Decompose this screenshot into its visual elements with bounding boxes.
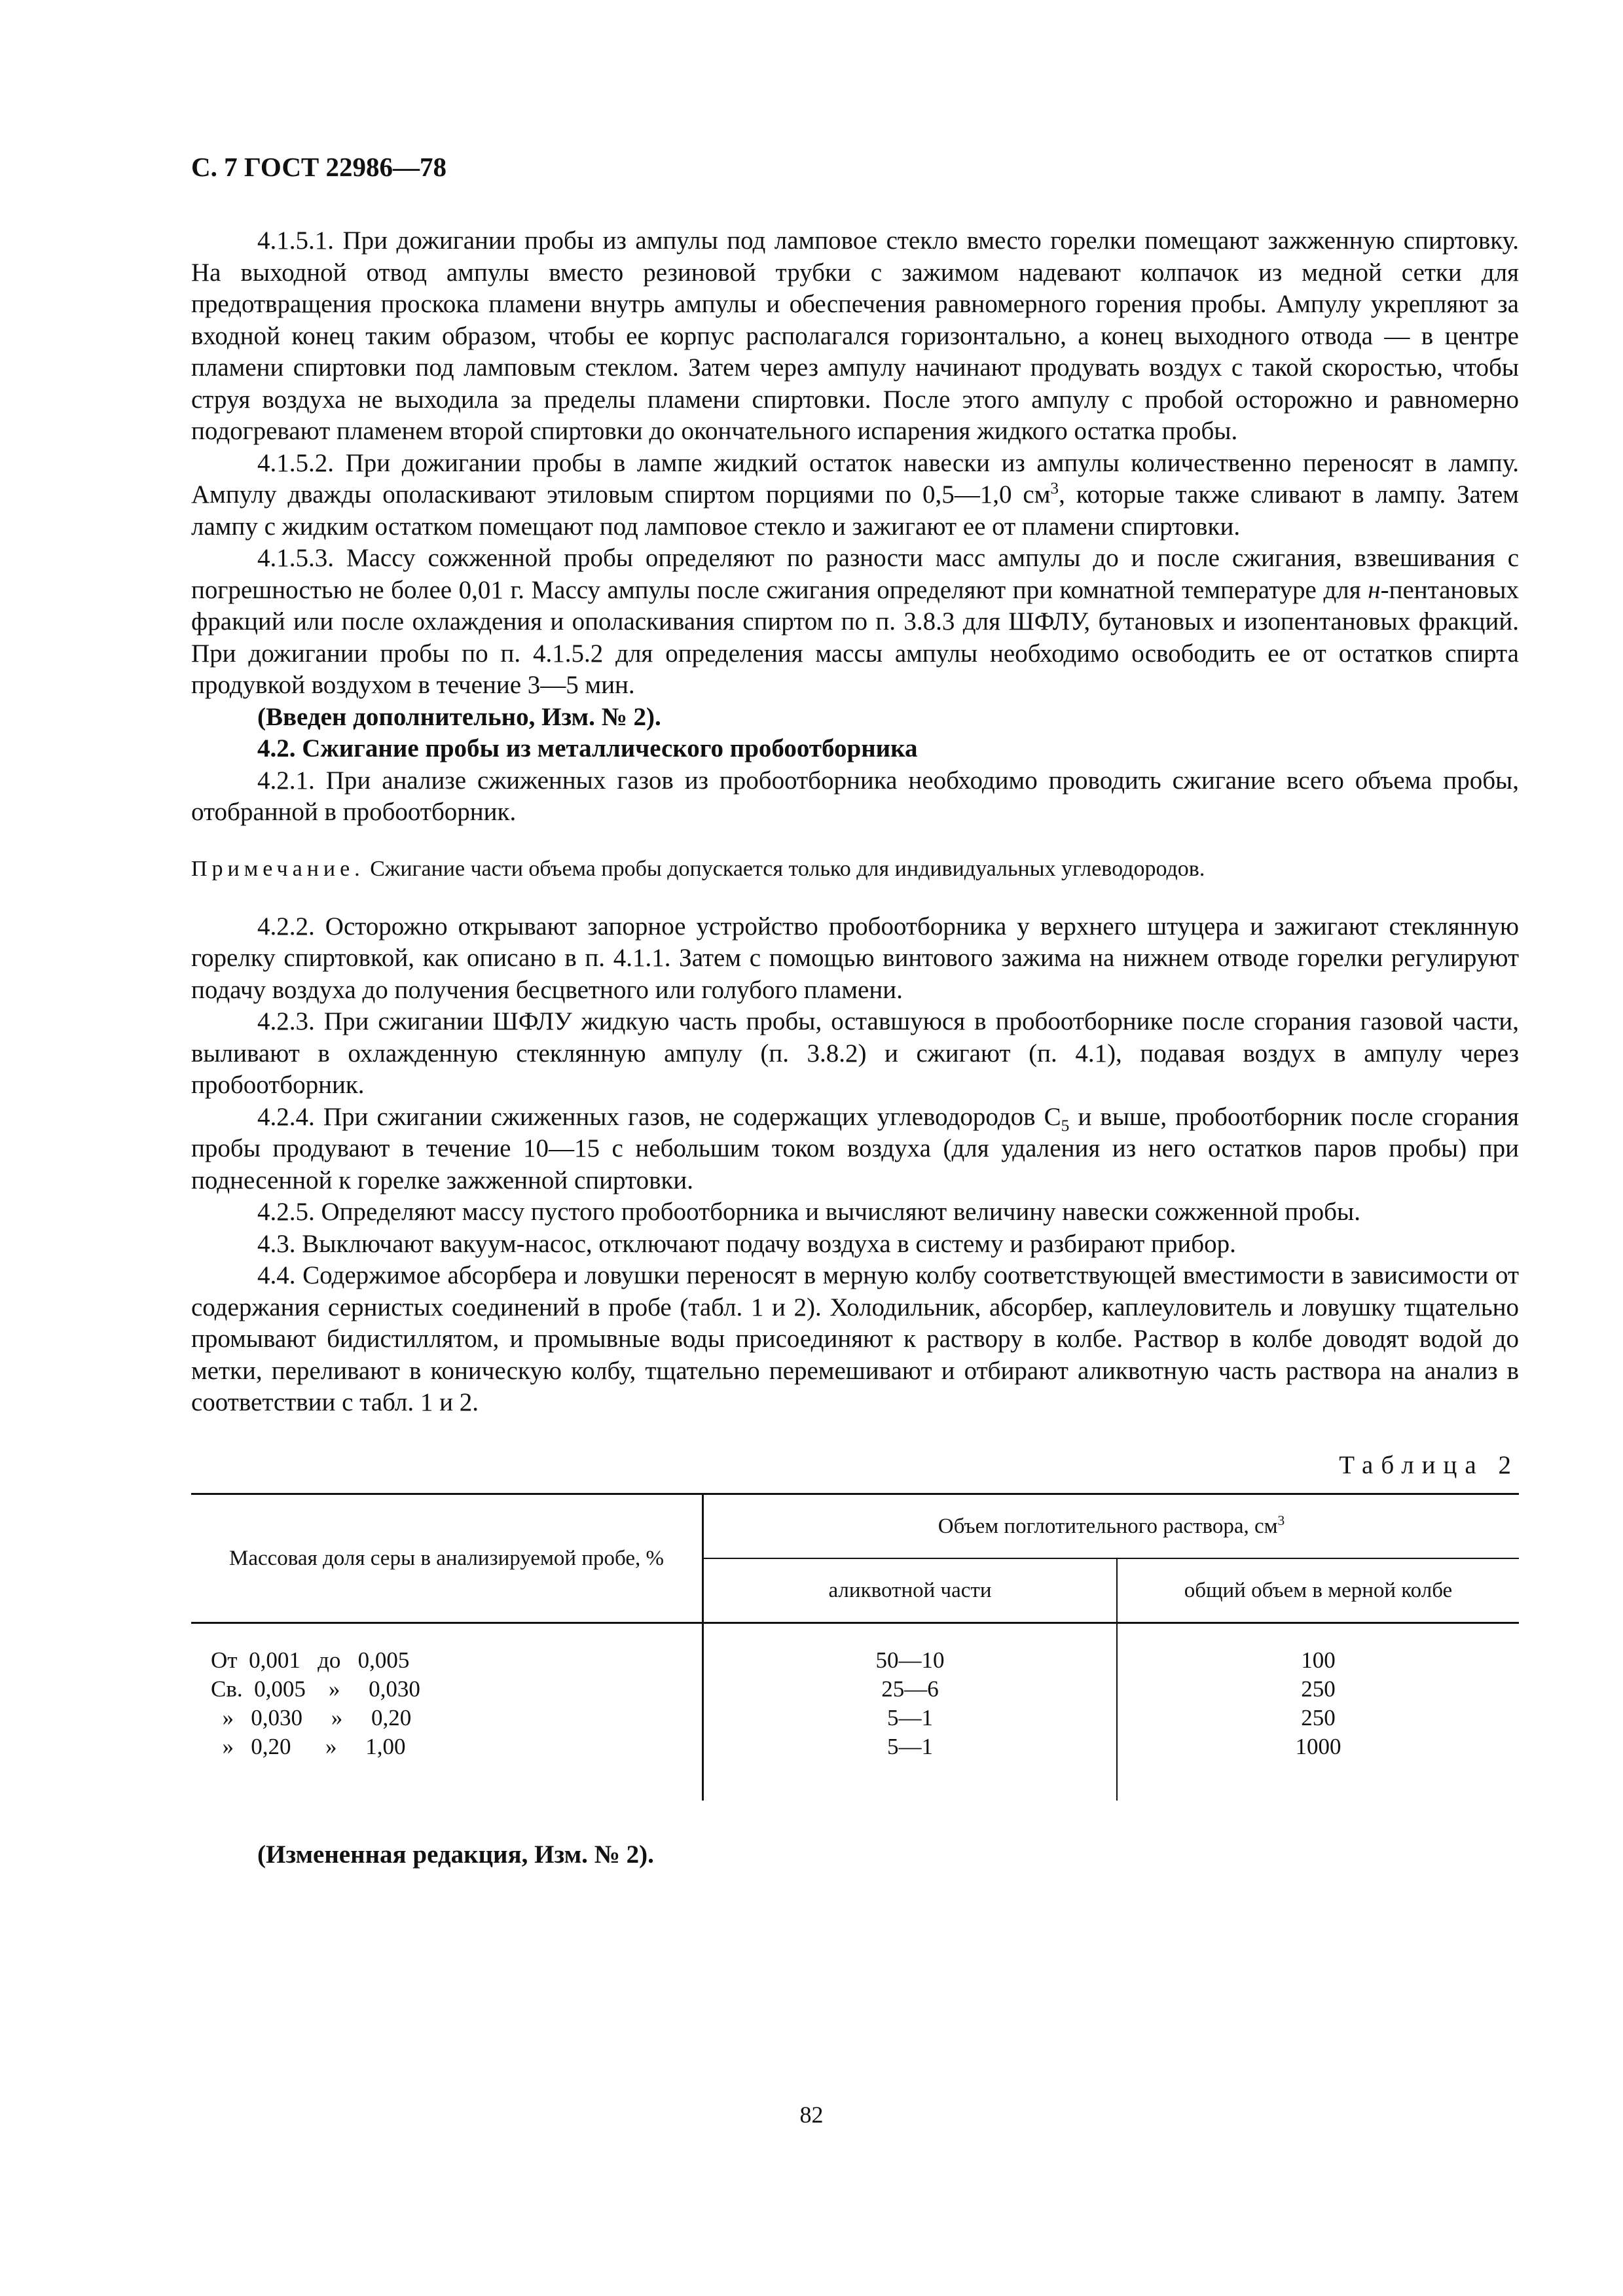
table-2 — [191, 1493, 1519, 1801]
table-cell-range: » 0,20 » 1,00 — [211, 1733, 406, 1759]
paragraph-4-1-5-1: 4.1.5.1. При дожигании пробы из ампулы под ламповое стекло вместо горелки помещают зажженную спиртовку. На выходной отвод ампулы вместо резиновой трубки с зажимом надевают колпачок из медной сетки для предотвращения проскока пламени внутрь ампулы и обеспечения равномерного горения пробы. Ампулу укрепляют за входной конец таким образом, чтобы ее корпус располагался горизонтально, а конец выходного отвода — в центре пламени спиртовки под ламповым стеклом. Затем через ампулу начинают продувать воздух с такой скоростью, чтобы струя воздуха не выходила за пределы пламени спиртовки. После этого ампулу с пробой осторожно и равномерно подогревают пламенем второй спиртовки до окончательного испарения жидкого остатка пробы. — [191, 226, 1519, 445]
italic-text: н — [1368, 575, 1381, 604]
table-cell-aliquot: 5—1 — [887, 1704, 933, 1731]
paragraph-text: 4.1.5.3. Массу сожженной пробы определяют по разности масс ампулы до и после сжигания, взвешивания с погрешностью не более 0,01 г. Массу ампулы после сжигания определяют при комнатной температуре для — [191, 544, 1519, 604]
paragraph-text: -пентановых фракций или после охлаждения и ополаскивания спиртом по п. 3.8.3 для ШФЛУ, бутановых и изопентановых фракций. При дожигании пробы по п. 4.1.5.2 для определения массы ампулы необходимо освободить ее от остатков спирта продувкой воздухом в течение 3—5 мин. — [191, 575, 1519, 699]
table-cell-range: » 0,030 » 0,20 — [211, 1704, 412, 1731]
paragraph-text: и выше, пробоотборник после сгорания пробы продувают в течение 10—15 с небольшим током воздуха (для удаления из него остатков паров пробы) при поднесенной к горелке зажженной спиртовки. — [191, 1102, 1520, 1194]
superscript: 3 — [1277, 1512, 1285, 1528]
paragraph-4-2-3: 4.2.3. При сжигании ШФЛУ жидкую часть пробы, оставшуюся в пробоотборнике после сгорания газовой части, выливают в охлажденную стеклянную ампулу (п. 3.8.2) и сжигают (п. 4.1), подавая воздух в ампулу через пробоотборник. — [191, 1007, 1519, 1099]
paragraph-4-2-5: 4.2.5. Определяют массу пустого пробоотборника и вычисляют величину навески сожженной пробы. — [257, 1198, 1360, 1226]
note-label: Примечание. — [191, 856, 365, 881]
table-cell-total: 100 — [1301, 1647, 1336, 1673]
table-caption: Таблица 2 — [1339, 1450, 1519, 1479]
note-text: Сжигание части объема пробы допускается только для индивидуальных углеводородов. — [364, 856, 1205, 881]
paragraph-text: 4.1.5.2. При дожигании пробы в лампе жидкий остаток навески из ампулы количественно переносят в лампу. Ампулу дважды ополаскивают этиловым спиртом порциями по 0,5—1,0 см — [191, 448, 1519, 509]
table-cell-aliquot: 5—1 — [887, 1733, 933, 1759]
column-header-absorbent-volume — [703, 1494, 1520, 1558]
table-cell-aliquot: 25—6 — [881, 1676, 939, 1702]
amendment-note-2: (Измененная редакция, Изм. № 2). — [257, 1840, 654, 1869]
paragraph-text: , которые также сливают в лампу. Затем лампу с жидким остатком помещают под ламповое стекло и зажигают ее от пламени спиртовки. — [191, 480, 1519, 541]
paragraph-4-1-5-2 — [191, 448, 1519, 543]
document-page — [191, 151, 1519, 1869]
table-body-row — [191, 1623, 1519, 1801]
column-header-total-volume: общий объем в мерной колбе — [1117, 1558, 1519, 1623]
column-header-sulfur-fraction: Массовая доля серы в анализируемой пробе, % — [191, 1494, 703, 1623]
table-cell-range: Св. 0,005 » 0,030 — [211, 1676, 420, 1702]
table-cell-total: 250 — [1301, 1704, 1336, 1731]
paragraph-text: 4.2.4. При сжигании сжиженных газов, не содержащих углеводородов С — [257, 1102, 1061, 1131]
paragraph-4-2-2: 4.2.2. Осторожно открывают запорное устройство пробоотборника у верхнего штуцера и зажигают стеклянную горелку спиртовкой, как описано в п. 4.1.1. Затем с помощью винтового зажима на нижнем отводе горелки регулируют подачу воздуха до получения бесцветного или голубого пламени. — [191, 912, 1519, 1004]
note — [191, 855, 1519, 884]
paragraph-4-3: 4.3. Выключают вакуум-насос, отключают подачу воздуха в систему и разбирают прибор. — [257, 1229, 1236, 1258]
paragraph-4-2-1: 4.2.1. При анализе сжиженных газов из пробоотборника необходимо проводить сжигание всего объема пробы, отобранной в пробоотборник. — [191, 766, 1519, 826]
total-volume-column — [1117, 1623, 1519, 1801]
table-cell-range: От 0,001 до 0,005 — [211, 1647, 410, 1673]
paragraph-4-1-5-3 — [191, 543, 1519, 702]
subscript: 5 — [1061, 1116, 1070, 1135]
section-heading-4-2: 4.2. Сжигание пробы из металлического пробоотборника — [257, 734, 918, 762]
table-cell-total: 1000 — [1295, 1733, 1341, 1759]
paragraph-4-2-4 — [191, 1102, 1519, 1197]
paragraph-4-4: 4.4. Содержимое абсорбера и ловушки переносят в мерную колбу соответствующей вместимости в зависимости от содержания сернистых соединений в пробе (табл. 1 и 2). Холодильник, абсорбер, каплеуловитель и ловушку тщательно промывают бидистиллятом, и промывные воды присоединяют к раствору в колбе. Раствор в колбе доводят водой до метки, переливают в коническую колбу, тщательно перемешивают и отбирают аликвотную часть раствора на анализ в соответствии с табл. 1 и 2. — [191, 1261, 1519, 1416]
range-column — [191, 1623, 703, 1801]
superscript: 3 — [1050, 479, 1059, 497]
table-cell-total: 250 — [1301, 1676, 1336, 1702]
aliquot-column — [703, 1623, 1118, 1801]
column-header-aliquot: аликвотной части — [703, 1558, 1118, 1623]
page-header: С. 7 ГОСТ 22986—78 — [191, 152, 447, 182]
amendment-note-1: (Введен дополнительно, Изм. № 2). — [257, 702, 661, 731]
page-number: 82 — [799, 2102, 824, 2128]
table-cell-aliquot: 50—10 — [875, 1647, 945, 1673]
header-text: Объем поглотительного раствора, см — [938, 1514, 1278, 1538]
